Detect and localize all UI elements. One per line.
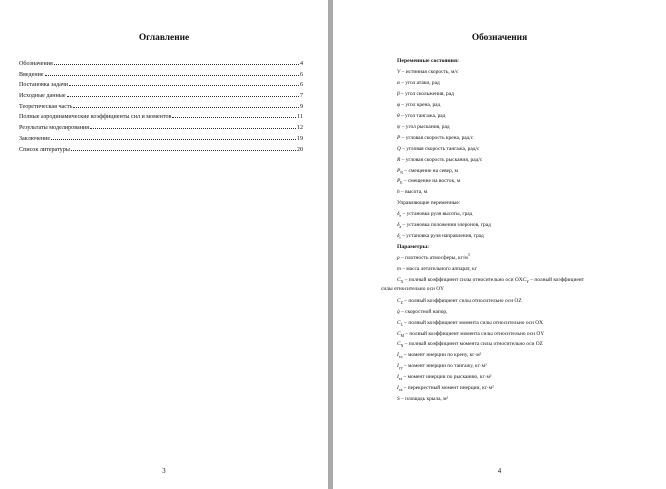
symbol-description: – полный коэффициент силы относительно оси OX <box>403 277 523 283</box>
symbol: β <box>397 90 400 97</box>
symbol: m <box>397 266 401 273</box>
symbol-subscript: xx <box>398 355 403 360</box>
symbol-description: – угол тангажа, рад <box>399 112 446 119</box>
symbol-description: – угловая скорость тангажа, рад/с <box>400 145 480 152</box>
toc-entry-label: Постановка задачи <box>19 82 69 89</box>
symbol-subscript: X <box>400 280 404 285</box>
symbol-description-continued: силы относительно оси OY <box>381 285 444 292</box>
symbol-description: – установка руля направления, град <box>400 233 484 240</box>
toc-entry-label: Заключение <box>19 135 51 142</box>
notation-item <box>397 363 662 370</box>
notation-item <box>397 320 662 327</box>
notation-item <box>397 157 662 164</box>
toc-entry[interactable] <box>19 112 303 123</box>
symbol-description: – угол атаки, рад <box>399 79 440 86</box>
symbol-subscript: N <box>400 344 404 349</box>
symbol-description: – полный коэффициент момента силы относительно оси OZ <box>403 341 543 348</box>
symbol: R <box>397 156 401 163</box>
symbol: C <box>397 341 401 348</box>
notation-item <box>397 331 662 338</box>
toc-leader-dots <box>69 85 299 86</box>
toc-entry-label: Результаты моделирования <box>19 125 90 132</box>
symbol: P <box>397 178 401 185</box>
symbol-subscript: xz <box>398 388 403 393</box>
toc-entry-page: 11 <box>297 114 303 121</box>
symbol: h <box>397 189 400 196</box>
symbol: δ <box>397 222 400 229</box>
symbol-description: – угол скольжения, рад <box>399 90 454 97</box>
symbol: φ <box>397 101 400 108</box>
symbol: S <box>397 396 400 403</box>
notation-item <box>397 352 662 359</box>
symbol-subscript: e <box>399 214 402 219</box>
notation-item <box>397 102 662 109</box>
toc-entry[interactable] <box>19 91 303 102</box>
symbol: I <box>397 385 399 392</box>
symbol: θ <box>397 112 400 119</box>
table-of-contents <box>19 59 303 155</box>
symbol-subscript: L <box>400 322 403 327</box>
symbol-subscript: r <box>399 236 401 241</box>
toc-entry-label: Теоретическая часть <box>19 103 73 110</box>
page-number: 3 <box>162 468 166 475</box>
symbol: C <box>397 277 401 283</box>
symbol-description: – полный коэффициент момента силы относительно оси OX <box>402 319 544 326</box>
symbol: C <box>522 277 527 283</box>
toc-entry-label: Обозначения <box>19 61 53 67</box>
toc-entry-page: 20 <box>296 146 303 153</box>
symbol: V <box>397 68 401 75</box>
symbol: δ <box>397 211 400 218</box>
page-number: 4 <box>497 468 502 475</box>
toc-entry-label: Введение <box>19 71 44 78</box>
notation-item <box>397 189 662 196</box>
notation-item <box>397 178 662 185</box>
notation-item <box>397 146 662 153</box>
notation-item <box>397 168 662 175</box>
notation-item <box>397 91 662 98</box>
notation-item <box>397 222 662 229</box>
toc-entry-label: Список литературы <box>19 146 70 153</box>
toc-leader-dots <box>71 150 296 151</box>
notation-item <box>397 135 662 142</box>
notation-item <box>397 113 662 120</box>
symbol-description: – момент инерции по тангажу, кг·м² <box>402 363 487 370</box>
notation-item <box>397 309 662 316</box>
symbol-subscript: zz <box>398 377 403 382</box>
symbol: C <box>397 319 401 326</box>
notation-item <box>397 374 662 381</box>
symbol: δ <box>397 233 400 240</box>
notation-item <box>397 69 662 76</box>
toc-leader-dots <box>172 117 296 118</box>
symbol-description: – истинная скорость, м/с <box>400 68 459 75</box>
notation-item <box>397 341 662 348</box>
toc-entry[interactable] <box>19 145 303 156</box>
symbol-description: – угол рыскания, рад <box>400 123 450 130</box>
symbol-description: – смещение на север, м <box>403 167 458 174</box>
symbol-description: – угловая скорость крена, рад/с <box>400 134 474 141</box>
notation-item <box>397 385 662 392</box>
parameters-heading: Параметры: <box>397 244 430 251</box>
toc-leader-dots <box>73 107 299 108</box>
toc-entry-label: Исходные данные <box>19 93 66 100</box>
symbol-description: – скоростной напор, <box>399 308 448 315</box>
toc-entry[interactable] <box>19 59 303 70</box>
symbol-description: – плотность атмосферы, кг/м <box>399 255 468 262</box>
notation-item <box>397 255 662 262</box>
symbol-subscript: N <box>400 170 404 175</box>
symbol: P <box>397 134 401 141</box>
notation-item <box>397 211 662 218</box>
toc-leader-dots <box>45 75 299 76</box>
toc-leader-dots <box>67 96 299 97</box>
symbol: I <box>397 374 399 381</box>
toc-entry-page: 6 <box>299 71 303 78</box>
notation-item <box>397 80 662 87</box>
symbol-subscript: M <box>400 333 404 338</box>
state-variables-heading: Переменные состояния: <box>397 58 459 64</box>
symbol-description: – установка руля высоты, град <box>401 211 473 218</box>
symbol-description: – полный коэффициент момента силы относительно оси OY <box>404 330 545 337</box>
toc-title: Оглавление <box>138 33 190 43</box>
symbol-description: – момент инерции по рысканию, кг·м² <box>402 374 492 381</box>
toc-entry-page: 6 <box>299 82 303 89</box>
symbol-description: – масса летательного аппарат, кг <box>400 266 477 273</box>
toc-leader-dots <box>90 128 296 129</box>
symbol-description: – установка положения элеронов, град <box>401 222 491 229</box>
symbol-description: – высота, м <box>399 189 428 196</box>
symbol: I <box>397 352 399 359</box>
symbol: ψ <box>397 123 401 130</box>
symbol: C <box>397 330 401 337</box>
symbol-description: – полный коэффициент силы относительно оси OZ <box>402 297 522 304</box>
toc-entry-page: 19 <box>296 135 303 142</box>
toc-entry-page: 12 <box>296 125 303 132</box>
symbol: I <box>397 363 399 370</box>
symbol-description: – перекрестный момент инерции, кг·м² <box>402 385 494 392</box>
notation-item <box>397 396 662 403</box>
symbol-subscript: Y <box>526 280 529 285</box>
toc-entry-page: 9 <box>299 103 303 110</box>
symbol-description: – площадь крыла, м² <box>399 396 449 403</box>
notation-item <box>397 298 662 305</box>
toc-entry[interactable] <box>19 80 303 91</box>
notation-item <box>397 233 662 240</box>
control-variables-heading: Управляющие переменные: <box>397 200 461 207</box>
symbol: α <box>397 79 400 86</box>
document-page-left <box>0 0 328 489</box>
notation-item <box>397 124 662 131</box>
notation-item <box>397 277 662 284</box>
notation-title: Обозначения <box>471 33 528 43</box>
symbol-subscript: Z <box>400 300 403 305</box>
symbol: ρ <box>397 255 400 262</box>
symbol-superscript: 3 <box>467 253 470 258</box>
document-page-right <box>333 0 666 489</box>
symbol: C <box>397 297 401 304</box>
symbol-description: – момент инерции по крену, кг·м² <box>402 352 482 359</box>
toc-entry[interactable] <box>19 102 303 113</box>
toc-entry[interactable] <box>19 134 303 145</box>
symbol-description: – полный коэффициент <box>529 277 584 283</box>
toc-entry[interactable] <box>19 123 303 134</box>
toc-entry-page: 7 <box>299 93 303 100</box>
toc-entry[interactable] <box>19 70 303 81</box>
symbol-subscript: E <box>400 181 403 186</box>
toc-leader-dots <box>51 139 296 140</box>
symbol: Q <box>397 145 401 152</box>
symbol-description: – смещение на восток, м <box>402 178 461 185</box>
symbol-description: – угол крена, рад <box>399 101 441 108</box>
symbol-subscript: yy <box>398 366 403 371</box>
symbol-description: – угловая скорость рыскания, рад/с <box>400 156 483 163</box>
toc-leader-dots <box>54 64 299 65</box>
symbol: P <box>397 167 401 174</box>
symbol: q̄ <box>397 308 400 315</box>
toc-entry-page: 4 <box>299 61 303 67</box>
toc-entry-label: Полные аэродинамические коэффициенты сил и моментов <box>19 114 172 121</box>
symbol-subscript: a <box>399 225 402 230</box>
notation-item <box>397 266 662 273</box>
